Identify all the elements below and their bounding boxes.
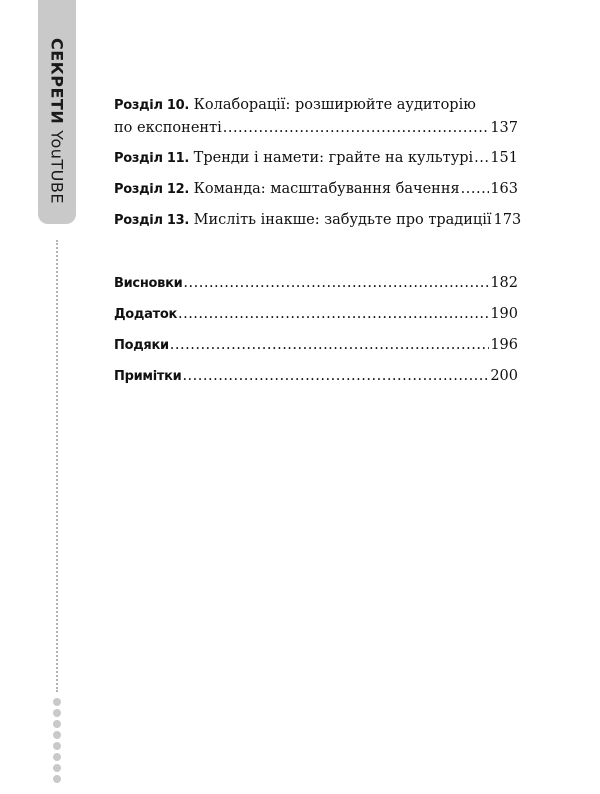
dot-leader: [223, 117, 490, 139]
chapter-label: Розділ 11.: [114, 151, 190, 166]
sidebar-dot: [53, 720, 61, 728]
sidebar-dot: [53, 764, 61, 772]
page-number: 151: [490, 150, 518, 166]
sidebar-dotted-line: [56, 240, 58, 692]
sidebar-dot: [53, 731, 61, 739]
table-of-contents: [114, 94, 522, 388]
page-number: 196: [490, 337, 518, 353]
dot-leader: [474, 147, 489, 169]
toc-entry-notes[interactable]: [114, 365, 518, 388]
chapter-title: Команда: масштабування бачення: [193, 181, 460, 197]
sidebar-dots: [53, 698, 61, 783]
sidebar-dot: [53, 775, 61, 783]
section-label: Додаток: [114, 307, 177, 322]
dot-leader: [178, 303, 489, 325]
page-number: 163: [490, 181, 518, 197]
sidebar-dot: [53, 709, 61, 717]
chapter-title: Колаборації: розширюйте аудиторію: [193, 97, 476, 113]
toc-entry-chapter-13[interactable]: [114, 209, 522, 232]
page-number: 173: [493, 212, 522, 228]
book-title-vertical: [38, 36, 76, 206]
toc-entry-appendix[interactable]: [114, 303, 518, 326]
toc-entry-conclusions[interactable]: [114, 272, 518, 295]
dot-leader: [170, 334, 490, 356]
dot-leader: [461, 178, 490, 200]
section-label: Примітки: [114, 369, 182, 384]
book-title-prefix: СЕКРЕТИ: [47, 38, 67, 125]
toc-entry-chapter-10-cont[interactable]: [114, 117, 518, 139]
chapter-title: Тренди і намети: грайте на культурі: [193, 150, 474, 166]
chapter-label: Розділ 13.: [114, 213, 190, 228]
toc-entry-chapter-10[interactable]: [114, 94, 518, 117]
sidebar-dot: [53, 698, 61, 706]
sidebar-dot: [53, 753, 61, 761]
toc-entry-chapter-12[interactable]: [114, 178, 518, 201]
toc-entry-acknowledgements[interactable]: [114, 334, 518, 357]
book-title-text: [48, 38, 67, 204]
dot-leader: [183, 272, 489, 294]
page-number: 182: [490, 275, 518, 291]
book-title-youtube: YouTUBE: [47, 130, 67, 204]
dot-leader: [182, 365, 489, 387]
chapter-label: Розділ 12.: [114, 182, 190, 197]
section-label: Подяки: [114, 338, 169, 353]
page-number: 190: [490, 306, 518, 322]
page-number: 200: [490, 368, 518, 384]
sidebar-dot: [53, 742, 61, 750]
toc-entry-chapter-11[interactable]: [114, 147, 518, 170]
chapter-label: Розділ 10.: [114, 98, 190, 113]
page-number: 137: [490, 120, 518, 136]
chapter-title-cont: по експоненті: [114, 120, 222, 136]
chapter-title: Мисліть інакше: забудьте про традиції: [193, 212, 492, 228]
section-label: Висновки: [114, 276, 183, 291]
